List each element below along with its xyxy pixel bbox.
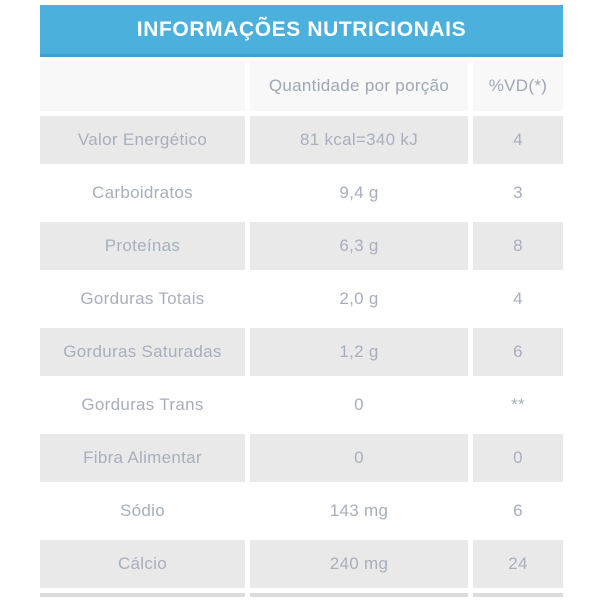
cutoff-cell <box>250 593 468 597</box>
vd-value-cell: 24 <box>473 540 563 588</box>
vd-value-cell: 4 <box>473 116 563 164</box>
nutrient-name-cell: Proteínas <box>40 222 245 270</box>
table-body <box>40 116 563 588</box>
table-row <box>40 540 563 588</box>
quantity-cell: 2,0 g <box>250 275 468 323</box>
table-row <box>40 434 563 482</box>
nutrient-name-cell: Valor Energético <box>40 116 245 164</box>
vd-value-cell: 6 <box>473 487 563 535</box>
quantity-cell: 81 kcal=340 kJ <box>250 116 468 164</box>
label-container <box>40 5 563 597</box>
vd-value-cell: 4 <box>473 275 563 323</box>
table-row <box>40 275 563 323</box>
table-row <box>40 169 563 217</box>
table-row <box>40 381 563 429</box>
table-header-row <box>40 61 563 111</box>
title-bar <box>40 5 563 57</box>
vd-value-cell: 6 <box>473 328 563 376</box>
quantity-cell: 0 <box>250 434 468 482</box>
nutrient-name-cell: Cálcio <box>40 540 245 588</box>
quantity-cell: 9,4 g <box>250 169 468 217</box>
nutrient-name-cell: Gorduras Trans <box>40 381 245 429</box>
quantity-cell: 0 <box>250 381 468 429</box>
vd-value-cell: 0 <box>473 434 563 482</box>
cutoff-next-row <box>40 593 563 597</box>
nutrient-name-cell: Gorduras Saturadas <box>40 328 245 376</box>
col-header-vd: %VD(*) <box>473 61 563 111</box>
cutoff-cell <box>40 593 245 597</box>
nutrient-name-cell: Carboidratos <box>40 169 245 217</box>
quantity-cell: 1,2 g <box>250 328 468 376</box>
col-header-quantity: Quantidade por porção <box>250 61 468 111</box>
table-row <box>40 116 563 164</box>
table-row <box>40 222 563 270</box>
quantity-cell: 240 mg <box>250 540 468 588</box>
nutrient-name-cell: Fibra Alimentar <box>40 434 245 482</box>
nutrient-name-cell: Sódio <box>40 487 245 535</box>
vd-value-cell: 8 <box>473 222 563 270</box>
cutoff-cell <box>473 593 563 597</box>
quantity-cell: 143 mg <box>250 487 468 535</box>
col-header-empty <box>40 61 245 111</box>
nutrition-table <box>40 61 563 597</box>
table-row <box>40 328 563 376</box>
vd-value-cell: ** <box>473 381 563 429</box>
table-row <box>40 487 563 535</box>
vd-value-cell: 3 <box>473 169 563 217</box>
page-title: INFORMAÇÕES NUTRICIONAIS <box>136 17 467 41</box>
nutrient-name-cell: Gorduras Totais <box>40 275 245 323</box>
quantity-cell: 6,3 g <box>250 222 468 270</box>
